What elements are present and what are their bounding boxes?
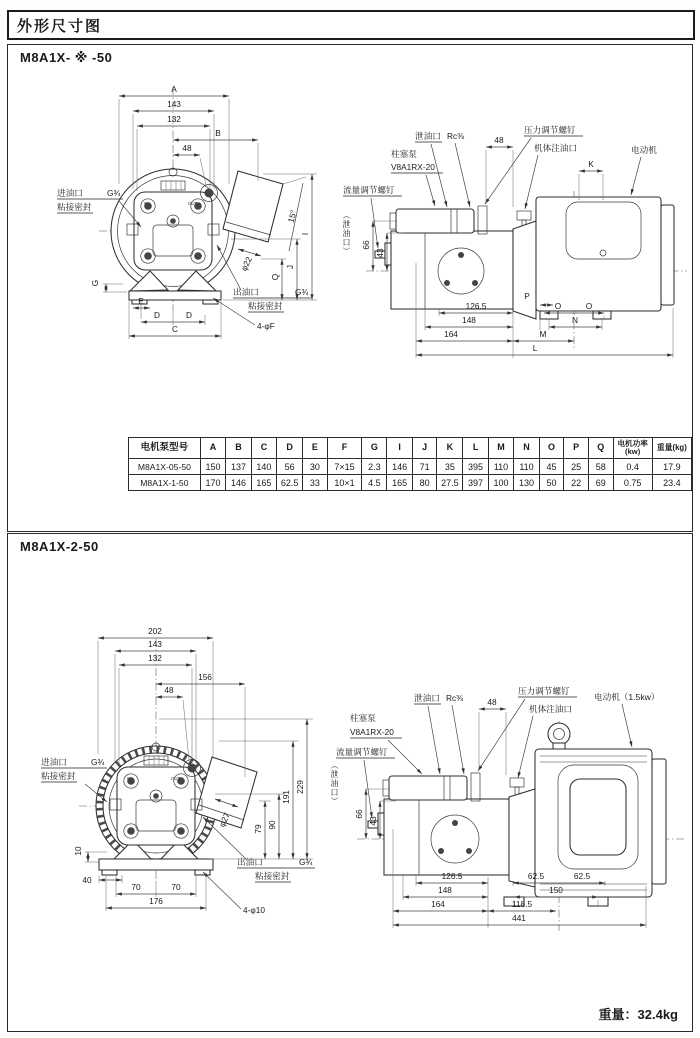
table-cell: 170: [200, 475, 225, 491]
table-cell: 2.3: [362, 459, 387, 475]
column-header: B: [226, 438, 251, 459]
table-cell: 110: [488, 459, 513, 475]
column-header: N: [514, 438, 539, 459]
dim-label: 66: [361, 240, 371, 250]
table-cell: 397: [463, 475, 488, 491]
column-header: 电机泵型号: [129, 438, 201, 459]
column-header: 电机功率(kw): [613, 438, 652, 459]
dim-label: D: [186, 310, 192, 320]
dim-label: 164: [431, 899, 445, 909]
dim-label: 132: [167, 114, 181, 124]
column-header: M: [488, 438, 513, 459]
dim-label: 126.5: [441, 871, 463, 881]
dim-label: 43: [368, 816, 378, 826]
drain-port-label: 泄油口: [414, 693, 440, 703]
oil-fill-label: 机体注油口: [534, 143, 577, 153]
table-cell: 4.5: [362, 475, 387, 491]
dim-label: 66: [354, 809, 364, 819]
table-cell: 146: [387, 459, 412, 475]
table-cell: 0.75: [613, 475, 652, 491]
dim-label: B: [215, 128, 221, 138]
column-header: J: [412, 438, 437, 459]
weight-note: 重量：32.4kg: [598, 1007, 678, 1022]
pump-model-label: V8A1RX-20: [391, 162, 435, 172]
dim-label: L: [532, 343, 538, 353]
column-header: C: [251, 438, 276, 459]
thread-label: G¾: [295, 287, 309, 297]
mount-holes-label: 4-φ10: [243, 905, 265, 915]
dim-label: M: [539, 329, 547, 339]
table-cell: 35: [437, 459, 463, 475]
drain-port-vertical-label: （泄油口）: [330, 761, 339, 806]
pump-type-label: 柱塞泵: [350, 713, 376, 723]
table-cell: 10×1: [327, 475, 362, 491]
table-row: [129, 475, 692, 491]
column-header: 重量(kg): [652, 438, 691, 459]
angle-label: 15°: [285, 208, 299, 224]
front-view-drawing-2: [19, 626, 349, 949]
table-cell: 50: [539, 475, 564, 491]
table-cell: 23.4: [652, 475, 691, 491]
motor-label: 电动机: [631, 145, 657, 155]
table-cell: 0.4: [613, 459, 652, 475]
column-header: K: [437, 438, 463, 459]
table-cell: 45: [539, 459, 564, 475]
outlet-port-label: 出油口: [237, 857, 263, 867]
dim-label: 62.5: [527, 871, 545, 881]
table-cell: 165: [251, 475, 276, 491]
thread-label: G¾: [107, 188, 121, 198]
inlet-port-label: 进油口: [57, 188, 83, 198]
column-header: Q: [588, 438, 613, 459]
dim-label: C: [172, 324, 178, 334]
dim-label: 48: [164, 685, 174, 695]
dim-label: 62.5: [573, 871, 591, 881]
table-cell: 150: [200, 459, 225, 475]
dim-label: 43: [375, 248, 385, 258]
port-mark-in: IN: [127, 776, 132, 781]
table-cell: 58: [588, 459, 613, 475]
dim-label: 70: [171, 882, 181, 892]
dim-label: 118.5: [511, 899, 533, 909]
table-cell: 62.5: [277, 475, 303, 491]
port-mark-out: OUT: [171, 776, 181, 781]
page-title: 外形尺寸图: [17, 17, 103, 35]
table-cell: 137: [226, 459, 251, 475]
table-cell: 69: [588, 475, 613, 491]
dim-label: O: [585, 301, 593, 311]
dim-label: 40: [82, 875, 92, 885]
table-cell: 27.5: [437, 475, 463, 491]
dim-label: Q: [270, 273, 280, 281]
table-cell: 140: [251, 459, 276, 475]
table-cell: 33: [303, 475, 328, 491]
pressure-screw-label: 压力调节螺钉: [518, 686, 570, 696]
table-cell: 56: [277, 459, 303, 475]
dia-label: φ27: [216, 810, 232, 829]
table-row: [129, 459, 692, 475]
table-cell: 100: [488, 475, 513, 491]
dim-label: 229: [295, 780, 305, 794]
outlet-port-label: 出油口: [233, 287, 259, 297]
dim-label: 148: [438, 885, 452, 895]
dim-label: J: [285, 264, 295, 270]
table-cell: M8A1X-05-50: [129, 459, 201, 475]
dim-label: 48: [494, 135, 504, 145]
front-view-drawing-1: [33, 79, 343, 379]
table-cell: 25: [564, 459, 589, 475]
table-cell: 165: [387, 475, 412, 491]
dim-label: 143: [148, 639, 162, 649]
inlet-port-label: 进油口: [41, 757, 67, 767]
dim-label: 48: [182, 143, 192, 153]
column-header: F: [327, 438, 362, 459]
dim-label: 164: [444, 329, 458, 339]
pump-model-label: V8A1RX-20: [350, 727, 394, 737]
dim-label: A: [171, 84, 177, 94]
oil-fill-label: 机体注油口: [529, 704, 572, 714]
table-cell: 130: [514, 475, 539, 491]
dim-label: D: [154, 310, 160, 320]
table-cell: 395: [463, 459, 488, 475]
drain-port-vertical-label: （泄油口）: [342, 211, 351, 256]
thread-label: G¾: [299, 857, 313, 867]
port-mark-in: IN: [144, 201, 149, 206]
dim-label: 191: [281, 790, 291, 804]
dim-label: 148: [462, 315, 476, 325]
column-header: A: [200, 438, 225, 459]
table-cell: 80: [412, 475, 437, 491]
dim-label: G: [90, 279, 100, 287]
dimension-table-body: [129, 459, 692, 491]
seal-label: 粘接密封: [248, 301, 283, 311]
dim-label: 48: [487, 697, 497, 707]
table-cell: 30: [303, 459, 328, 475]
section-m8a1x-2-50: [7, 533, 693, 1032]
dim-label: P: [524, 291, 530, 301]
column-header: E: [303, 438, 328, 459]
column-header: L: [463, 438, 488, 459]
table-cell: 110: [514, 459, 539, 475]
seal-label: 粘接密封: [57, 202, 92, 212]
drain-port-label: 泄油口: [415, 131, 441, 141]
table-cell: 7×15: [327, 459, 362, 475]
dim-label: 10: [73, 846, 83, 856]
dim-label: 202: [148, 626, 162, 636]
thread-label: G¾: [91, 757, 105, 767]
dim-label: 126.5: [465, 301, 487, 311]
dim-label: 156: [198, 672, 212, 682]
table-cell: 71: [412, 459, 437, 475]
section2-title: M8A1X-2-50: [20, 539, 99, 554]
dim-label: O: [554, 301, 562, 311]
dim-label: 79: [253, 824, 263, 834]
dim-label: 143: [167, 99, 181, 109]
mount-holes-label: 4-φF: [257, 321, 275, 331]
motor-label: 电动机（1.5kw）: [594, 692, 660, 702]
dim-label: 176: [149, 896, 163, 906]
dim-label: 441: [512, 913, 526, 923]
column-header: G: [362, 438, 387, 459]
column-header: O: [539, 438, 564, 459]
dim-label: 150: [549, 885, 563, 895]
side-view-drawing-2: [322, 679, 692, 979]
table-cell: 146: [226, 475, 251, 491]
thread-label: Rc⅜: [446, 693, 464, 703]
port-mark-out: OUT: [188, 201, 198, 206]
dim-label: 132: [148, 653, 162, 663]
seal-label: 粘接密封: [255, 871, 290, 881]
thread-label: Rc⅜: [447, 131, 465, 141]
dim-label: K: [588, 159, 594, 169]
dim-label: 90: [267, 820, 277, 830]
column-header: P: [564, 438, 589, 459]
flow-screw-label: 流量调节螺钉: [343, 185, 395, 195]
dimension-table: [128, 437, 692, 491]
dim-label: E: [138, 296, 144, 306]
dimension-table-head: [129, 438, 692, 459]
column-header: I: [387, 438, 412, 459]
pressure-screw-label: 压力调节螺钉: [524, 125, 576, 135]
seal-label: 粘接密封: [41, 771, 76, 781]
dim-label: I: [300, 232, 310, 236]
section1-title: M8A1X- ※ -50: [20, 50, 113, 65]
table-cell: M8A1X-1-50: [129, 475, 201, 491]
table-cell: 22: [564, 475, 589, 491]
dim-label: N: [572, 315, 578, 325]
dim-label: 70: [131, 882, 141, 892]
side-view-drawing-1: [331, 113, 691, 378]
flow-screw-label: 流量调节螺钉: [336, 747, 388, 757]
column-header: D: [277, 438, 303, 459]
pump-type-label: 柱塞泵: [391, 149, 417, 159]
section-m8a1x-x-50: [7, 44, 693, 532]
dia-label: φ22: [238, 254, 254, 273]
table-cell: 17.9: [652, 459, 691, 475]
page-header-bar: [7, 10, 695, 40]
